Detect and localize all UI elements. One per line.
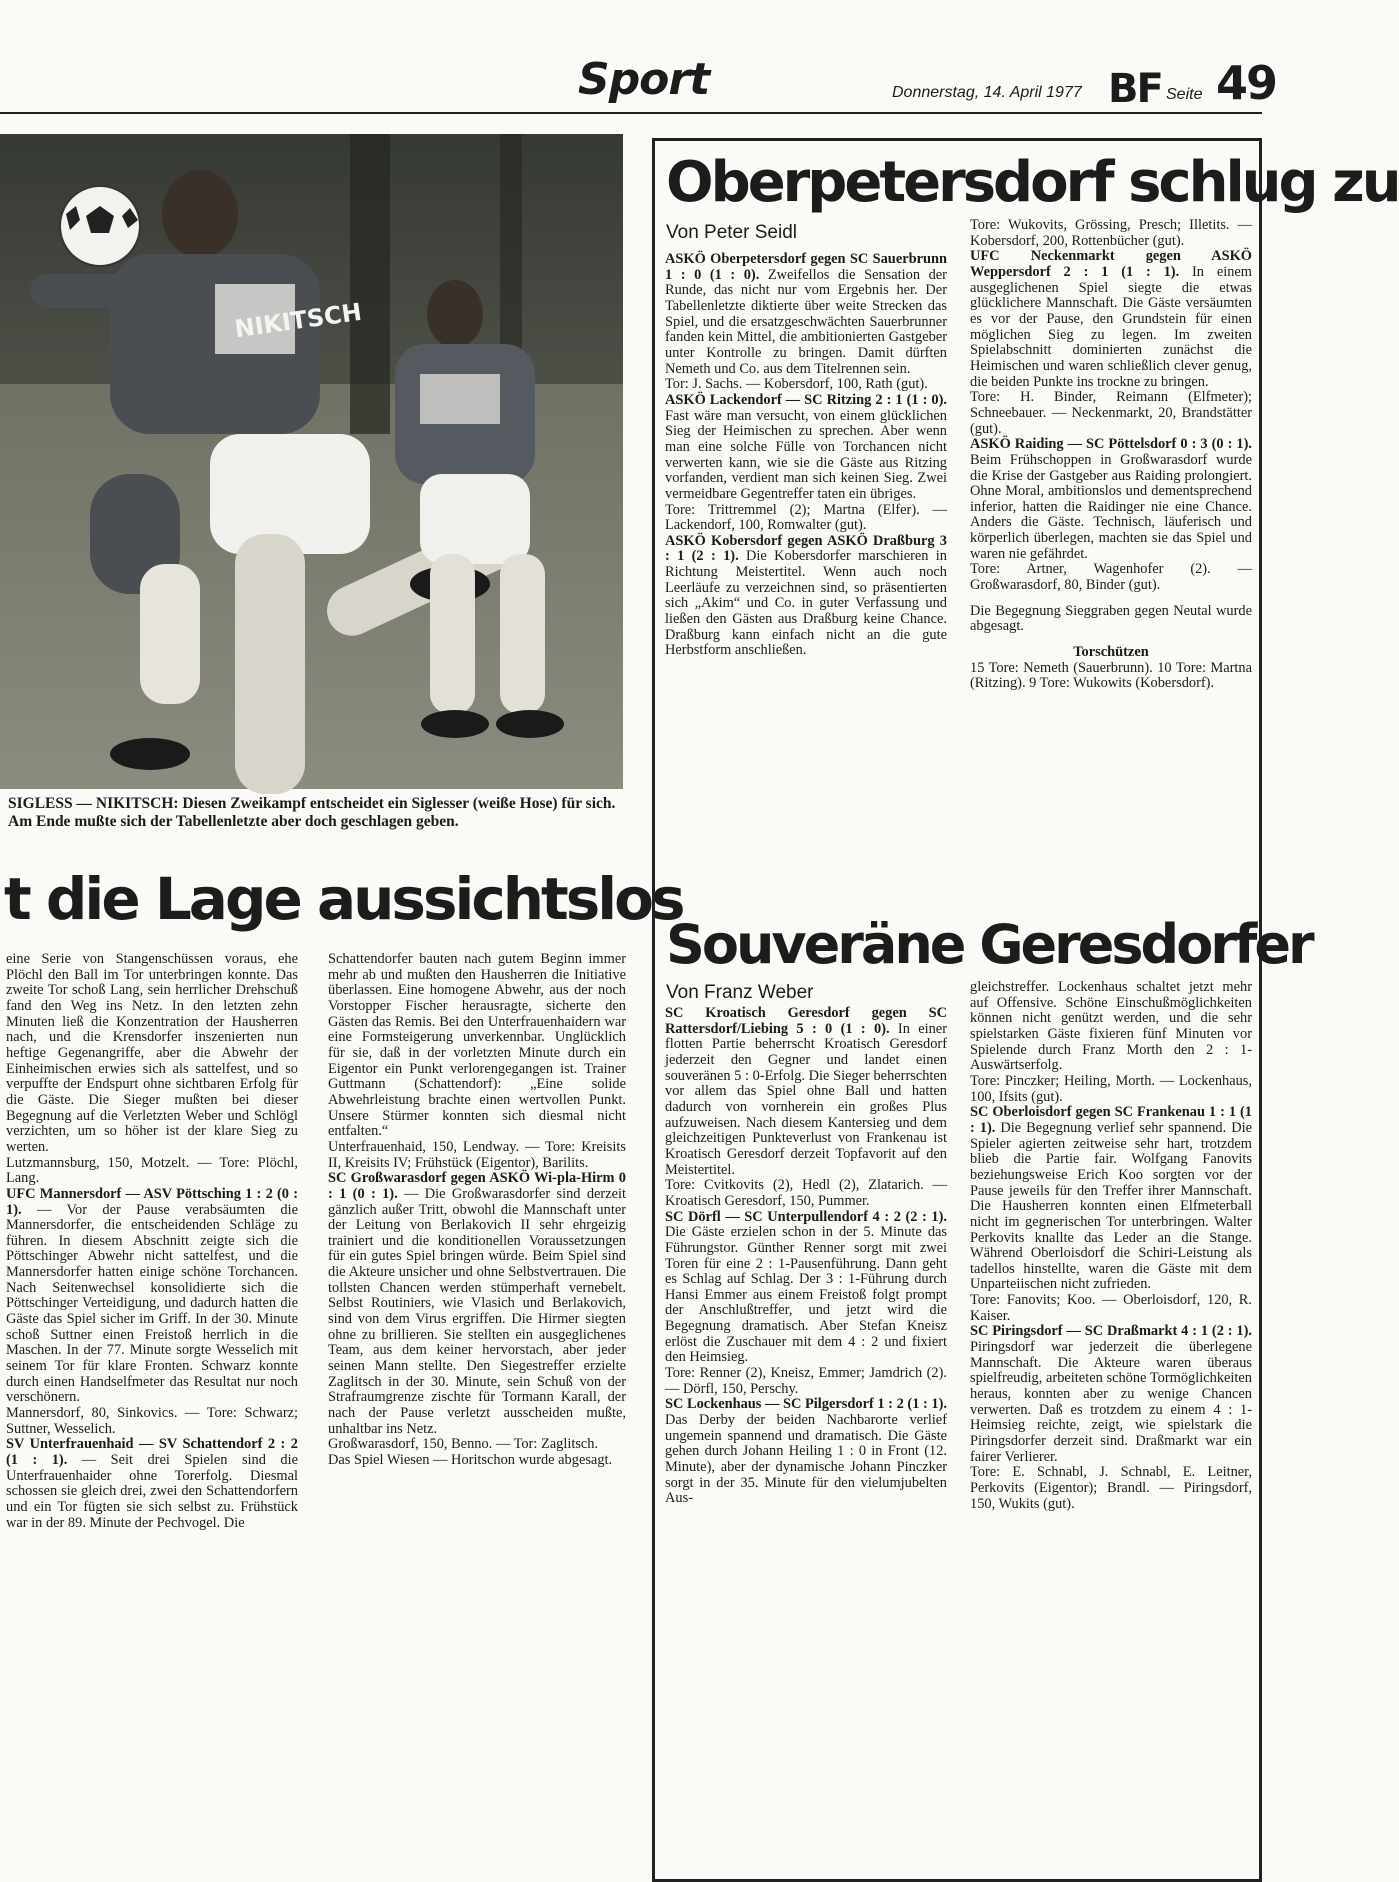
- paragraph: Tore: Trittremmel (2); Martna (Elfer). — Lackendorf, 100, Romwalter (gut).: [665, 501, 947, 534]
- paragraph: Tor: J. Sachs. — Kobersdorf, 100, Rath (gut).: [665, 376, 928, 393]
- page-label: Seite: [1166, 86, 1203, 103]
- jersey-text: NIKITSCH: [232, 297, 364, 344]
- paragraph: SC Oberloisdorf gegen SC Frankenau 1 : 1 (1 : 1). Die Begegnung verlief sehr spannend. Die Spieler agierten zeitweise sehr hart, trotzdem blieb die Partie fair. Wolfgang Fanovits beziehungsweise Erich Koo sorgten vor der Pause jeweils für den Treffer ihrer Mannschaft. Die Hausherren konnten einen Elfmeterball nicht im gegnerischen Tor unterbringen. Walter Perkovits knallte das Leder an die Stange. Während Oberloisdorf die Schiri-Leistung als tadellos hinstellte, waren die Gäste mit dem Unparteiischen nicht zufrieden.: [970, 1104, 1252, 1293]
- paragraph: Großwarasdorf, 150, Benno. — Tor: Zaglitsch.: [328, 1436, 599, 1453]
- paragraph: Tore: Cvitkovits (2), Hedl (2), Zlatarich. — Kroatisch Geresdorf, 150, Pummer.: [665, 1177, 947, 1209]
- box-article-1-headline: Oberpetersdorf schlug zu: [666, 150, 1399, 215]
- paragraph: Mannersdorf, 80, Sinkovics. — Tore: Schwarz; Suttner, Wesselich.: [6, 1405, 298, 1437]
- paragraph: SV Unterfrauenhaid — SV Schattendorf 2 : 2 (1 : 1). — Seit drei Spielen sind die Unterfrauenhaider ohne Torerfolg. Diesmal schossen sie gleich drei, zwei den Schattendorfern und ein Tor fügten sie sich selbst zu. Frühstück war in der 89. Minute der Pechvogel. Die: [6, 1436, 298, 1531]
- paragraph: SC Piringsdorf — SC Draßmarkt 4 : 1 (2 : 1). Piringsdorf war jederzeit die überlegene Mannschaft. Die Akteure waren überaus spielfreudig, arbeiteten schöne Tormöglichkeiten heraus, konnten aber zu wenige Chancen verwerten. Daß es trotzdem zu einem 4 : 1-Heimsieg reichte, zeigt, wie spielstark die Piringsdorfer derzeit sind. Draßmarkt war ein fairer Verlierer.: [970, 1323, 1252, 1465]
- match-photo: [0, 134, 623, 789]
- box-article-2-column-2: [970, 980, 1252, 1512]
- paragraph: UFC Neckenmarkt gegen ASKÖ Weppersdorf 2 : 1 (1 : 1). In einem ausgeglichenen Spiel siegte die etwas glücklichere Mannschaft. Die Gäste versäumten es vor der Pause, den Grundstein für einen möglichen Sieg zu legen. Im zweiten Spielabschnitt dominierten zunächst die Heimischen und waren schließlich clever genug, die beiden Punkte ins trockne zu bringen.: [970, 248, 1252, 390]
- paragraph: Das Spiel Wiesen — Horitschon wurde abgesagt.: [328, 1452, 613, 1468]
- paragraph: Lutzmannsburg, 150, Motzelt. — Tore: Plöchl, Lang.: [6, 1154, 298, 1187]
- paragraph: Tore: H. Binder, Reimann (Elfmeter); Schneebauer. — Neckenmarkt, 20, Brandstätter (gut).: [970, 389, 1252, 437]
- paragraph: ASKÖ Kobersdorf gegen ASKÖ Draßburg 3 : 1 (2 : 1). Die Kobersdorfer marschieren in Richtung Meistertitel. Wenn auch noch Leerläufe zu verzeichnen sind, so präsentierten sich „Akim“ und Co. in guter Verfassung und ließen den Gästen aus Draßburg keine Chance. Draßburg kann einfach nicht an die gute Herbstform anschließen.: [665, 532, 947, 659]
- paragraph: ASKÖ Oberpetersdorf gegen SC Sauerbrunn 1 : 0 (1 : 0). Zweifellos die Sensation der Runde, das nicht nur vom Ergebnis her. Der Tabellenletzte diktierte über weite Strecken das Spiel, und die ersatzgeschwächten Sauerbrunner fanden kein Mittel, die ambitionierten Gastgeber unter Kontrolle zu bringen. Damit dürften Nemeth und Co. aus dem Titelrennen sein.: [665, 251, 947, 377]
- paragraph: Tore: E. Schnabl, J. Schnabl, E. Leitner, Perkovits (Eigentor); Brandl. — Piringsdorf, 150, Wukits (gut).: [970, 1464, 1252, 1512]
- paragraph: SC Lockenhaus — SC Pilgersdorf 1 : 2 (1 : 1). Das Derby der beiden Nachbarorte verlief ungemein spannend und dramatisch. Die Gäste gehen durch Johann Heiling 1 : 0 in Front (12. Minute), aber der dynamische Johann Pinczker sorgt in der 35. Minute für den vielumjubelten Aus-: [665, 1396, 947, 1507]
- paragraph: eine Serie von Stangenschüssen voraus, ehe Plöchl den Ball im Tor unterbringen konnte. Das zweite Tor schoß Lang, sein herrlicher Drehschuß fand den Weg ins Netz. In den letzten zehn Minuten ließ die Konzentration der Hausherren nach, und die Krensdorfer inszenierten nun heftige Gegenangriffe, aber die Abwehr der Einheimischen erwies sich als sattelfest, und so verpuffte der Endspurt ohne sichtbaren Erfolg für die Gäste. Die Sieger mußten bei dieser Begegnung auf die Verletzten Weber und Schlögl verzichten, um so höher ist der klare Sieg zu werten.: [6, 951, 298, 1155]
- box-article-1-column-2: [970, 218, 1252, 692]
- page-number: 49: [1216, 56, 1277, 110]
- paragraph: gleichstreffer. Lockenhaus schaltet jetzt mehr auf Offensive. Schöne Einschußmöglichkeiten können nicht genützt werden, und die sehr spielstarken Gäste fixieren fünf Minuten vor Spielende durch Franz Morth den 2 : 1-Auswärtserfolg.: [970, 979, 1252, 1074]
- paragraph: Schattendorfer bauten nach gutem Beginn immer mehr ab und mußten den Hausherren die Initiative überlassen. Eine homogene Abwehr, aus der noch Vorstopper Fischer herausragte, sicherte den Gästen das Remis. Bei den Unterfrauenhaidern war eine Formsteigerung unverkennbar. Unglücklich für sie, daß in der vorletzten Minute durch ein Eigentor ein Punkt verlorengegangen ist. Trainer Guttmann (Schattendorf): „Eine solide Abwehrleistung brachte einen wertvollen Punkt. Unsere Stürmer konnten sich diesmal nicht entfalten.“: [328, 951, 626, 1140]
- box-article-2-byline: Von Franz Weber: [666, 982, 814, 1003]
- paragraph: Tore: Wukovits, Grössing, Presch; Illetits. — Kobersdorf, 200, Rottenbücher (gut).: [970, 217, 1252, 249]
- paragraph: SC Großwarasdorf gegen ASKÖ Wi-pla-Hirm 0 : 1 (0 : 1). — Die Großwarasdorfer sind derzeit gänzlich außer Tritt, obwohl die Mannschaft unter der Leitung von Berlakovich II sehr ehrgeizig trainiert und die konditionellen Voraussetzungen für ein gutes Spiel bringen würde. Beim Spiel sind die Akteure unsicher und ohne Selbstvertrauen. Die tollsten Chancen werden stümperhaft vernebelt. Selbst Routiniers, wie Vlasich und Berlakovich, sind von dem Virus ergriffen. Die Hirmer siegten ohne zu brillieren. Sie stellten ein ausgeglichenes Team, aus dem keiner hervorstach, aber jeder seinen Mann stellte. Den Siegestreffer erzielte Zaglitsch in der 30. Minute, sein Schuß von der Strafraumgrenze zischte für Tormann Karall, der nach der Pause verletzt ausscheiden mußte, unhaltbar ins Netz.: [328, 1170, 626, 1437]
- issue-date: Donnerstag, 14. April 1977: [892, 84, 1082, 101]
- paragraph: Tore: Pinczker; Heiling, Morth. — Lockenhaus, 100, Ifsits (gut).: [970, 1072, 1252, 1105]
- paragraph: UFC Mannersdorf — ASV Pöttsching 1 : 2 (0 : 1). — Vor der Pause verabsäumten die Mannersdorfer, die entscheidenden Schläge zu führen. In diesem Abschnitt zeigte sich die Pöttschinger Abwehr nicht sattelfest, und die Mannersdorfer hatten einige schöne Torchancen. Nach Seitenwechsel konsolidierte sich die Pöttschinger Verteidigung, und dadurch hatten die Gäste das Spiel sicher im Griff. In der 30. Minute schoß Suttner einen Freistoß herrlich in die Maschen. In der 77. Minute sorgte Wesselich mit seinem Tor für klare Fronten. Schwarz konnte durch einen Handselfmeter das Resultat nur noch verschönern.: [6, 1185, 298, 1406]
- paragraph: Unterfrauenhaid, 150, Lendway. — Tore: Kreisits II, Kreisits IV; Frühstück (Eigentor), Barilits.: [328, 1138, 626, 1171]
- photo-caption: SIGLESS — NIKITSCH: Diesen Zweikampf entscheidet ein Siglesser (weiße Hose) für sich. Am Ende mußte sich der Tabellenletzte aber doch geschlagen geben.: [8, 795, 616, 830]
- paragraph: ASKÖ Lackendorf — SC Ritzing 2 : 1 (1 : 0). Fast wäre man versucht, von einem glücklichen Sieg der Heimischen zu sprechen. Aber wenn man eine solche Fülle von Torchancen nicht verwerten kann, wie sie die Gäste aus Ritzing vorfanden, verdient man sich keinen Sieg. Zwei vermeidbare Gegentreffer taten ein übriges.: [665, 391, 947, 502]
- left-article-headline: t die Lage aussichtslos: [4, 865, 683, 933]
- newspaper-logo: BF: [1108, 66, 1162, 112]
- paragraph: Tore: Renner (2), Kneisz, Emmer; Jamdrich (2). — Dörfl, 150, Perschy.: [665, 1365, 947, 1397]
- header-rule: [0, 112, 1262, 114]
- section-title: Sport: [578, 54, 710, 105]
- paragraph: SC Dörfl — SC Unterpullendorf 4 : 2 (2 : 1). Die Gäste erzielen schon in der 5. Minute das Führungstor. Günther Renner sorgt mit zwei Toren für eine 2 : 1-Pausenführung. Dann geht es Schlag auf Schlag. Der 3 : 1-Führung durch Hansi Emmer aus einem Freistoß folgt prompt der Anschlußtreffer, und jetzt wird die Begegnung dramatisch. Aber Stefan Kneisz erlöst die Zuschauer mit dem 4 : 2 und fixiert den Heimsieg.: [665, 1208, 947, 1366]
- paragraph: SC Kroatisch Geresdorf gegen SC Rattersdorf/Liebing 5 : 0 (1 : 0). In einer flotten Partie beherrscht Kroatisch Geresdorf jederzeit den Gegner und landet einen souveränen 5 : 0-Erfolg. Die Sieger beherrschten vor allem das Spiel ohne Ball und hatten dadurch von vornherein ein großes Plus aufzuweisen. Nach diesem Kantersieg und dem gleichzeitigen Punkteverlust von Frankenau ist Kroatisch Geresdorf derzeit Topfavorit auf den Meistertitel.: [665, 1005, 947, 1178]
- box-article-2-column-1: [665, 1006, 947, 1507]
- box-article-1-byline: Von Peter Seidl: [666, 222, 797, 243]
- left-article-column-2: [328, 952, 626, 1469]
- paragraph: Tore: Artner, Wagenhofer (2). — Großwarasdorf, 80, Binder (gut).: [970, 561, 1252, 594]
- scorers-list: 15 Tore: Nemeth (Sauerbrunn). 10 Tore: Martna (Ritzing). 9 Tore: Wukowits (Kobersdorf).: [970, 659, 1252, 692]
- scorers-heading: Torschützen: [1073, 644, 1149, 661]
- paragraph: ASKÖ Raiding — SC Pöttelsdorf 0 : 3 (0 : 1). Beim Frühschoppen in Großwarasdorf wurde die Krise der Gastgeber aus Raiding prolongiert. Ohne Moral, ambitionslos und dementsprechend inferior, hatten die Raidinger nie eine Chance. Anders die Gäste. Technisch, läuferisch und körperlich überlegen, machten sie das Spiel und waren nie gefährdet.: [970, 436, 1252, 562]
- left-article-column-1: [6, 952, 298, 1531]
- paragraph: Die Begegnung Sieggraben gegen Neutal wurde abgesagt.: [970, 602, 1252, 635]
- box-article-1-column-1: [665, 252, 947, 659]
- paragraph: Tore: Fanovits; Koo. — Oberloisdorf, 120, R. Kaiser.: [970, 1292, 1252, 1324]
- photo-illustration: [0, 134, 623, 789]
- box-article-2-headline: Souveräne Geresdorfer: [666, 913, 1312, 976]
